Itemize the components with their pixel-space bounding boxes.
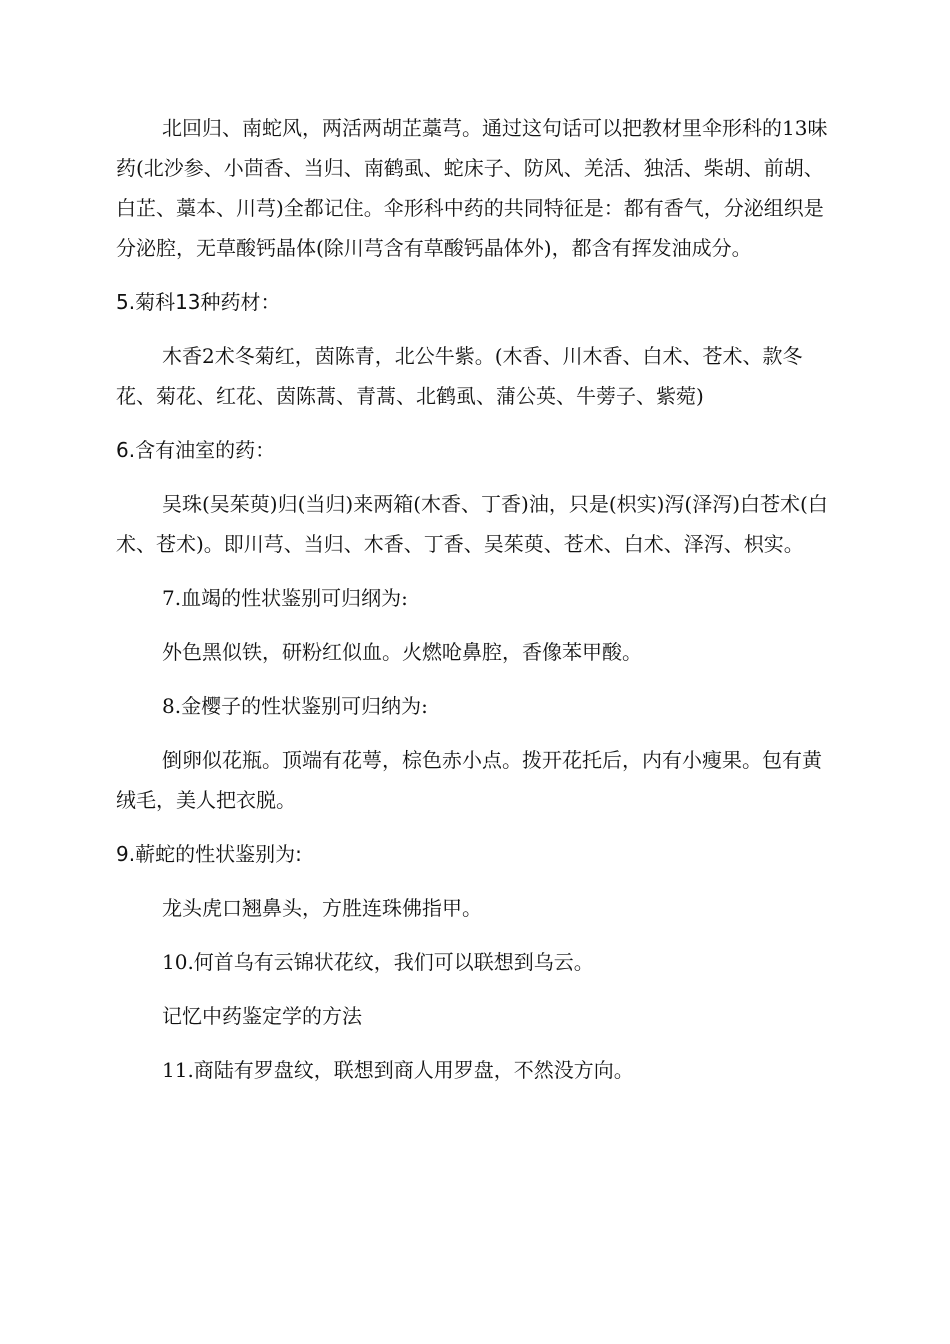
paragraph-oil-chamber: 吴珠(吴茱萸)归(当归)来两箱(木香、丁香)油，只是(枳实)泻(泽泻)白苍术(白术、苍术)。即川芎、当归、木香、丁香、吴茱萸、苍术、白术、泽泻、枳实。 (116, 492, 828, 556)
document-body (116, 108, 836, 1104)
paragraph-dragon-blood: 外色黑似铁，研粉红似血。火燃呛鼻腔，香像苯甲酸。 (162, 640, 642, 664)
paragraph-phytolacca: 11.商陆有罗盘纹，联想到商人用罗盘，不然没方向。 (162, 1058, 634, 1082)
heading-oil-chamber: 6.含有油室的药： (116, 438, 276, 462)
paragraph-compositae: 木香2术冬菊红，茵陈青，北公牛紫。(木香、川木香、白术、苍术、款冬花、菊花、红花、茵陈蒿、青蒿、北鹤虱、蒲公英、牛蒡子、紫菀) (116, 344, 803, 408)
heading-rosa-laevigata: 8.金樱子的性状鉴别可归纳为: (162, 694, 428, 718)
paragraph-umbelliferae: 北回归、南蛇风，两活两胡芷藁芎。通过这句话可以把教材里伞形科的13味药(北沙参、小茴香、当归、南鹤虱、蛇床子、防风、羌活、独活、柴胡、前胡、白芷、藁本、川芎)全都记住。伞形科中药的共同特征是：都有香气，分泌组织是分泌腔，无草酸钙晶体(除川芎含有草酸钙晶体外)，都含有挥发油成分。 (116, 116, 828, 260)
paragraph-rosa-laevigata: 倒卵似花瓶。顶端有花萼，棕色赤小点。拨开花托后，内有小瘦果。包有黄绒毛，美人把衣脱。 (116, 748, 822, 812)
heading-agkistrodon: 9.蕲蛇的性状鉴别为: (116, 842, 302, 866)
heading-compositae: 5.菊科13种药材： (116, 290, 281, 314)
paragraph-agkistrodon: 龙头虎口翘鼻头，方胜连珠佛指甲。 (162, 896, 482, 920)
paragraph-polygonum: 10.何首乌有云锦状花纹，我们可以联想到乌云。 (162, 950, 594, 974)
paragraph-method-title: 记忆中药鉴定学的方法 (162, 1004, 362, 1028)
heading-dragon-blood: 7.血竭的性状鉴别可归纲为: (162, 586, 408, 610)
